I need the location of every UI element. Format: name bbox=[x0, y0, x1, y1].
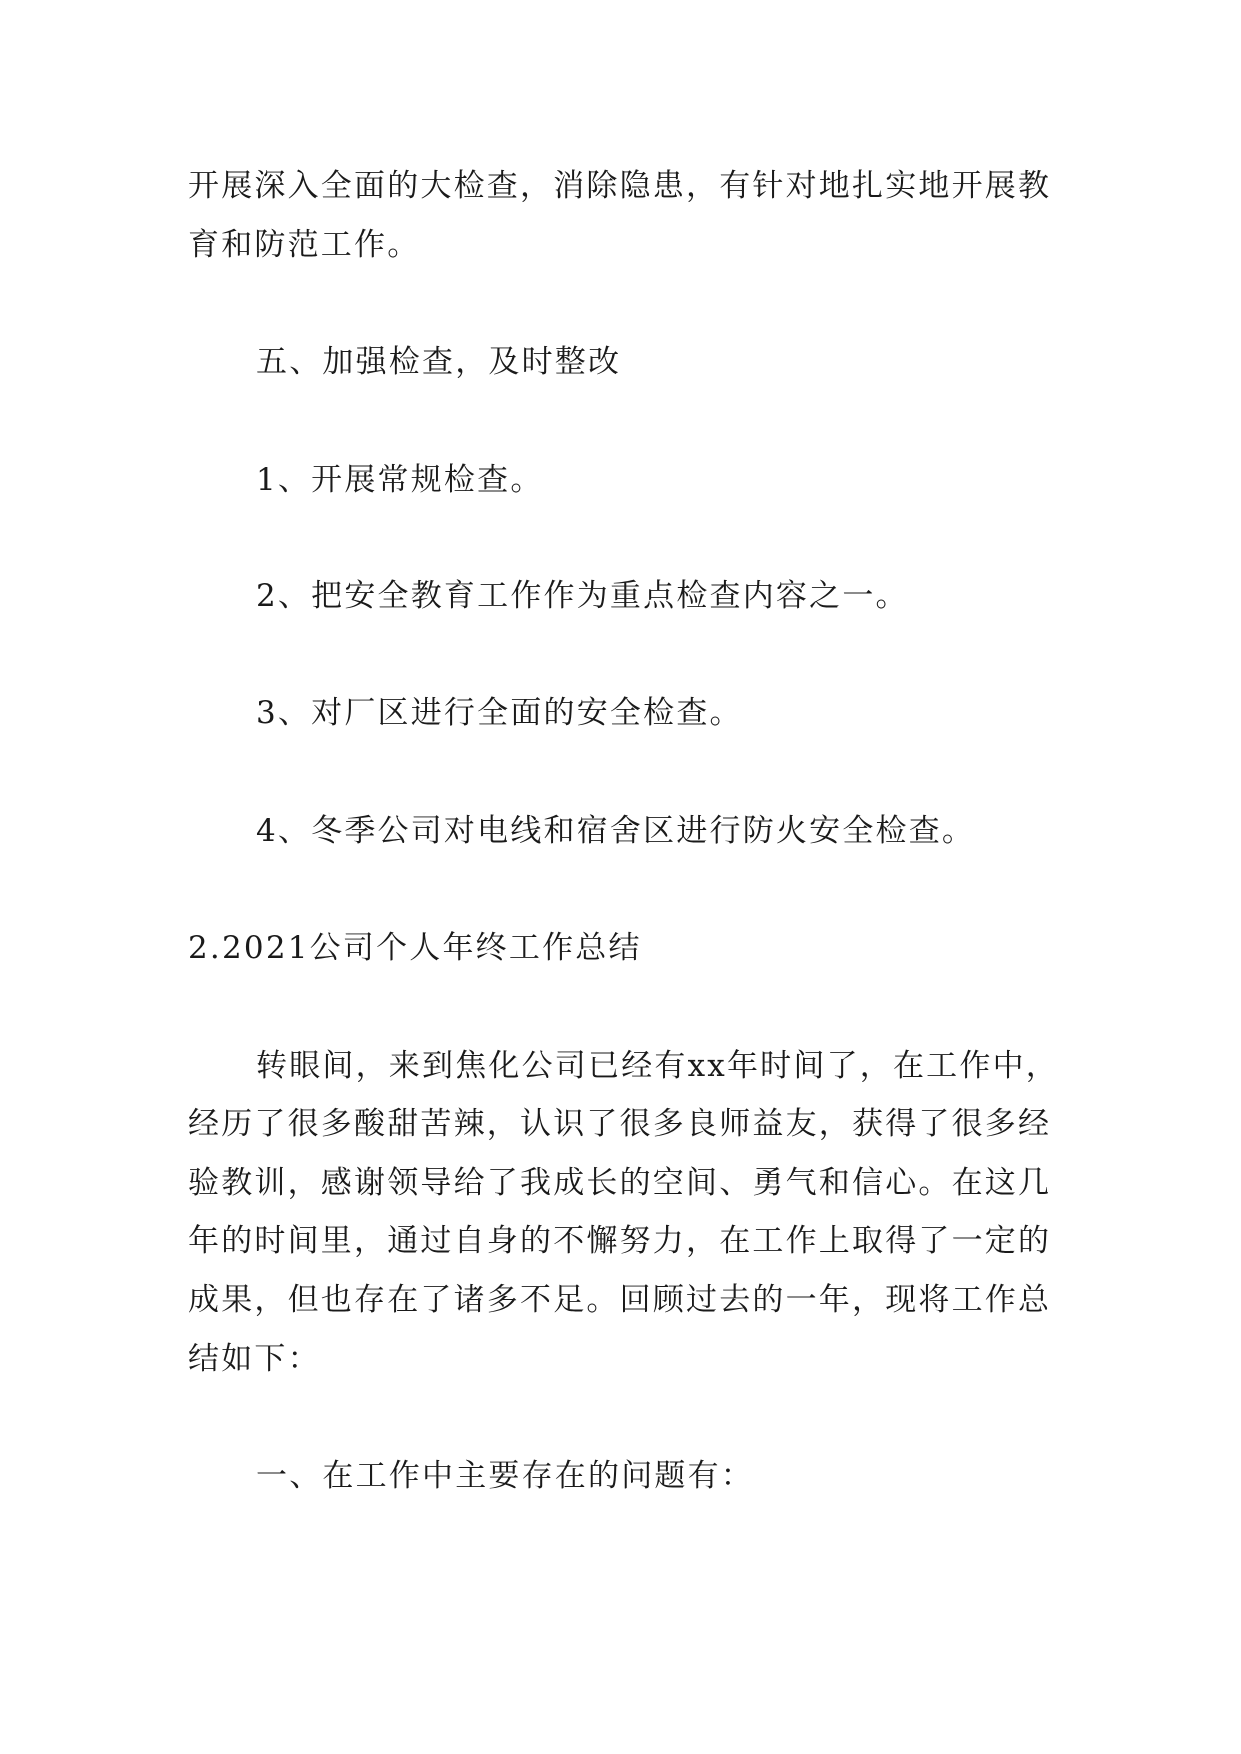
paragraph-line: 经历了很多酸甜苦辣，认识了很多良师益友，获得了很多经 bbox=[188, 1106, 1052, 1142]
paragraph-line: 开展深入全面的大检查，消除隐患，有针对地扎实地开展教 bbox=[188, 168, 1052, 204]
paragraph-line: 成果，但也存在了诸多不足。回顾过去的一年，现将工作总 bbox=[188, 1282, 1052, 1318]
section-heading: 一、在工作中主要存在的问题有： bbox=[256, 1458, 754, 1494]
paragraph-line: 结如下： bbox=[188, 1341, 321, 1377]
list-item: 1、开展常规检查。 bbox=[256, 462, 544, 498]
paragraph-line: 育和防范工作。 bbox=[188, 227, 421, 263]
article-title: 2.2021公司个人年终工作总结 bbox=[188, 930, 642, 966]
paragraph-line: 转眼间，来到焦化公司已经有xx年时间了，在工作中， bbox=[256, 1048, 1059, 1084]
list-item: 3、对厂区进行全面的安全检查。 bbox=[256, 695, 743, 731]
section-heading: 五、加强检查，及时整改 bbox=[256, 344, 622, 380]
list-item: 4、冬季公司对电线和宿舍区进行防火安全检查。 bbox=[256, 813, 976, 849]
paragraph-line: 年的时间里，通过自身的不懈努力，在工作上取得了一定的 bbox=[188, 1223, 1052, 1259]
paragraph-line: 验教训，感谢领导给了我成长的空间、勇气和信心。在这几 bbox=[188, 1165, 1052, 1201]
list-item: 2、把安全教育工作作为重点检查内容之一。 bbox=[256, 578, 909, 614]
